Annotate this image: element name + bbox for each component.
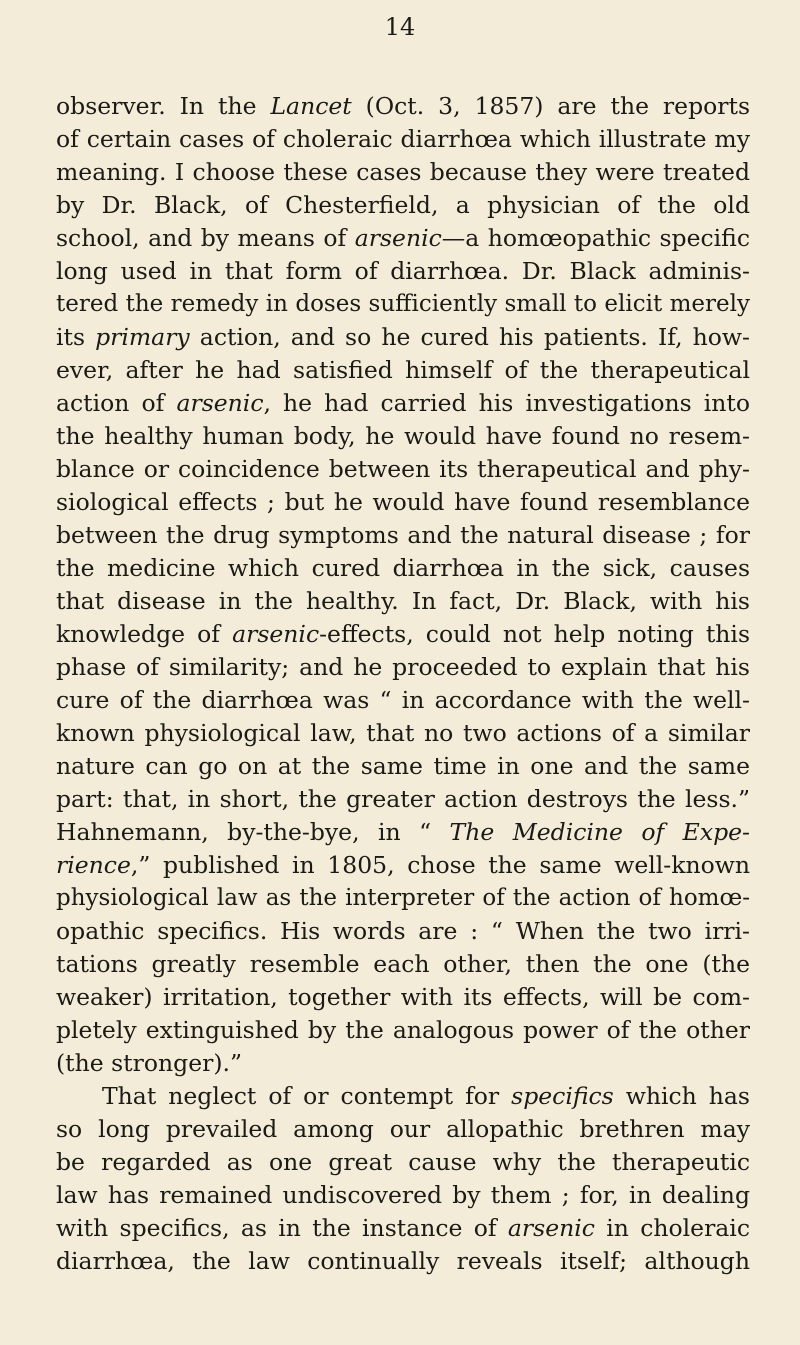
text-segment: (Oct. 3, 1857) are the reports <box>351 92 750 120</box>
text-segment: ,” published in 1805, chose the same well-known <box>130 851 750 879</box>
text-segment: part: that, in short, the greater action destroys the less.” <box>56 785 750 813</box>
text-segment: (the stronger).” <box>56 1049 242 1077</box>
text-line <box>56 1146 750 1179</box>
text-line <box>56 420 750 453</box>
text-line <box>56 222 750 255</box>
page-number: 14 <box>384 13 416 41</box>
text-line <box>56 882 750 915</box>
text-segment: action, and so he cured his patients. If, how- <box>189 323 750 351</box>
text-segment: pletely extinguished by the analogous power of the other <box>56 1016 750 1044</box>
text-segment: —a homœopathic specific <box>441 224 750 252</box>
italic-text: arsenic <box>354 224 442 252</box>
italic-text: arsenic <box>507 1214 595 1242</box>
text-line <box>56 1245 750 1278</box>
text-line <box>56 189 750 222</box>
text-segment: law has remained undiscovered by them ; for, in dealing <box>56 1181 750 1209</box>
text-line <box>56 981 750 1014</box>
text-line <box>56 552 750 585</box>
text-line <box>56 717 750 750</box>
text-segment: known physiological law, that no two actions of a similar <box>56 719 750 747</box>
text-line <box>56 1179 750 1212</box>
text-line <box>56 585 750 618</box>
text-segment: in choleraic <box>594 1214 750 1242</box>
text-segment: meaning. I choose these cases because they were treated <box>56 158 750 186</box>
text-line <box>56 948 750 981</box>
text-segment: -effects, could not help noting this <box>319 620 750 648</box>
text-segment: diarrhœa, the law continually reveals itself; although <box>56 1247 750 1275</box>
italic-text: rience <box>56 851 131 879</box>
text-line <box>56 1212 750 1245</box>
text-line <box>56 1047 750 1080</box>
text-line <box>56 288 750 321</box>
text-segment: physiological law as the interpreter of the action of homœ- <box>56 885 750 911</box>
text-segment: that disease in the healthy. In fact, Dr. Black, with his <box>56 587 750 615</box>
text-segment: the medicine which cured diarrhœa in the sick, causes <box>56 554 750 582</box>
text-segment: action of <box>56 389 177 417</box>
text-segment: the healthy human body, he would have found no resem- <box>56 422 750 450</box>
text-segment: cure of the diarrhœa was “ in accordance with the well- <box>56 686 750 714</box>
text-segment: observer. In the <box>56 92 271 120</box>
text-segment: of certain cases of choleraic diarrhœa which illustrate my <box>56 125 750 153</box>
italic-text: The Medicine of Expe- <box>449 818 750 846</box>
text-line <box>56 321 750 354</box>
text-line <box>56 90 750 123</box>
text-line <box>56 387 750 420</box>
text-line <box>56 1014 750 1047</box>
text-line <box>56 750 750 783</box>
text-segment: nature can go on at the same time in one and the same <box>56 752 750 780</box>
italic-text: primary <box>95 323 190 351</box>
text-segment: phase of similarity; and he proceeded to explain that his <box>56 653 750 681</box>
italic-text: arsenic <box>232 620 320 648</box>
text-segment: That neglect of or contempt for <box>102 1082 512 1110</box>
text-line <box>56 255 750 288</box>
italic-text: arsenic <box>176 389 264 417</box>
text-line <box>56 816 750 849</box>
text-line <box>56 783 750 816</box>
text-segment: by Dr. Black, of Chesterfield, a physician of the old <box>56 191 750 219</box>
body-text <box>56 90 750 1278</box>
text-segment: , he had carried his investigations into <box>263 389 750 417</box>
text-segment: ever, after he had satisfied himself of the therapeutical <box>56 356 750 384</box>
text-line <box>56 354 750 387</box>
text-segment: tered the remedy in doses sufficiently small to elicit merely <box>56 291 750 317</box>
text-line <box>56 684 750 717</box>
text-segment: so long prevailed among our allopathic brethren may <box>56 1115 750 1143</box>
text-segment: knowledge of <box>56 620 233 648</box>
text-segment: tations greatly resemble each other, then the one (the <box>56 950 750 978</box>
text-line <box>56 1080 750 1113</box>
text-segment: which has <box>613 1082 750 1110</box>
text-line <box>56 123 750 156</box>
text-line <box>56 849 750 882</box>
text-segment: opathic specifics. His words are : “ When the two irri- <box>56 917 750 945</box>
text-line <box>56 915 750 948</box>
text-line <box>56 486 750 519</box>
text-segment: weaker) irritation, together with its effects, will be com- <box>56 983 750 1011</box>
text-line <box>56 453 750 486</box>
text-segment: blance or coincidence between its therapeutical and phy- <box>56 455 750 483</box>
text-segment: with specifics, as in the instance of <box>56 1214 508 1242</box>
text-line <box>56 618 750 651</box>
text-segment: school, and by means of <box>56 224 355 252</box>
text-line <box>56 519 750 552</box>
italic-text: Lancet <box>270 92 352 120</box>
text-segment: its <box>56 323 96 351</box>
text-segment: Hahnemann, by-the-bye, in “ <box>56 818 450 846</box>
text-line <box>56 156 750 189</box>
text-line <box>56 651 750 684</box>
text-segment: be regarded as one great cause why the therapeutic <box>56 1148 750 1176</box>
text-segment: between the drug symptoms and the natural disease ; for <box>56 521 750 549</box>
text-segment: long used in that form of diarrhœa. Dr. Black adminis- <box>56 257 750 285</box>
text-segment: siological effects ; but he would have found resemblance <box>56 488 750 516</box>
italic-text: specifics <box>511 1082 614 1110</box>
text-line <box>56 1113 750 1146</box>
